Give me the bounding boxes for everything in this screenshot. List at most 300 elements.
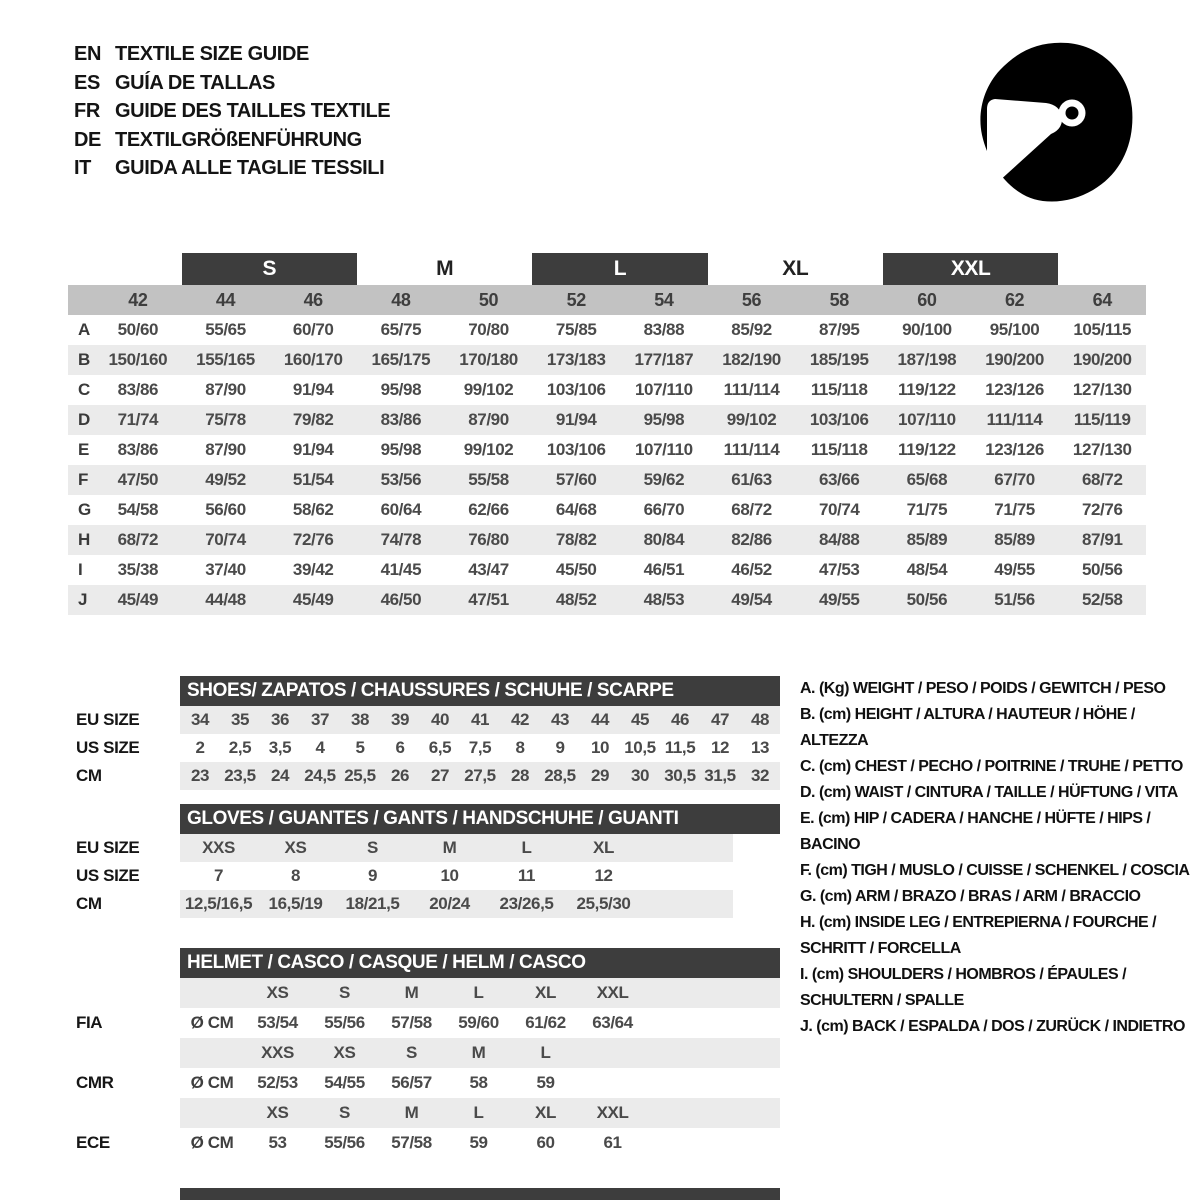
legend-item: G. (cm) ARM / BRAZO / BRAS / ARM / BRACCIO bbox=[800, 888, 1141, 905]
row-label bbox=[68, 1038, 180, 1068]
size-group-s: S bbox=[182, 253, 357, 285]
racing-helmet-icon bbox=[978, 40, 1134, 212]
cell: 119/122 bbox=[898, 440, 956, 459]
cell: 59/60 bbox=[458, 1013, 499, 1032]
cell: 55/58 bbox=[468, 470, 509, 489]
cell: 115/118 bbox=[810, 380, 868, 399]
cell: 59/62 bbox=[643, 470, 685, 489]
cell: 90/100 bbox=[902, 320, 952, 339]
cell: 85/89 bbox=[906, 530, 948, 549]
cell: L bbox=[473, 1103, 484, 1122]
cell: 25,5/30 bbox=[576, 894, 631, 913]
cell: 6,5 bbox=[428, 738, 452, 757]
cell: 58/62 bbox=[292, 500, 334, 519]
cell: 55/65 bbox=[205, 320, 246, 339]
row-label: D bbox=[78, 410, 90, 429]
visor-pivot-inner bbox=[1066, 107, 1079, 120]
cell: 56/57 bbox=[391, 1073, 432, 1092]
language-row bbox=[74, 126, 390, 155]
table-row bbox=[68, 315, 1146, 345]
cell: 76/80 bbox=[468, 530, 509, 549]
cell: 10,5 bbox=[624, 738, 656, 757]
size-column-header: 56 bbox=[741, 290, 762, 310]
cell: 82/86 bbox=[731, 530, 772, 549]
cell: 63/66 bbox=[818, 470, 860, 489]
cell: 25,5 bbox=[344, 766, 376, 785]
corner-spacer bbox=[68, 253, 94, 285]
cell: 46 bbox=[670, 710, 690, 729]
cell: 42 bbox=[510, 710, 530, 729]
cell: 46/50 bbox=[380, 590, 422, 609]
table-row bbox=[68, 834, 780, 862]
cell: L bbox=[540, 1043, 551, 1062]
table-row bbox=[68, 1098, 780, 1128]
language-code: IT bbox=[74, 157, 91, 179]
cell: 12 bbox=[710, 738, 730, 757]
cell: 28 bbox=[510, 766, 530, 785]
cell: 67/70 bbox=[994, 470, 1035, 489]
cell: 51/56 bbox=[994, 590, 1035, 609]
cell: 68/72 bbox=[1081, 470, 1123, 489]
cell: 87/90 bbox=[205, 380, 246, 399]
table-row bbox=[68, 435, 1146, 465]
language-row bbox=[74, 154, 390, 183]
row-label bbox=[68, 978, 180, 1008]
size-column-header: 60 bbox=[917, 290, 937, 310]
language-block bbox=[74, 40, 390, 183]
table-row bbox=[68, 1038, 780, 1068]
cell: XXS bbox=[202, 838, 235, 857]
cell: 72/76 bbox=[292, 530, 334, 549]
cell: 95/98 bbox=[380, 380, 422, 399]
table-row bbox=[68, 465, 1146, 495]
cell: 61/62 bbox=[525, 1013, 566, 1032]
cell: 24 bbox=[270, 766, 290, 785]
cell: 11,5 bbox=[664, 738, 696, 757]
cell: 13 bbox=[750, 738, 770, 757]
cell: 84/88 bbox=[818, 530, 860, 549]
cell: 45/49 bbox=[117, 590, 159, 609]
main-table-body bbox=[68, 315, 1146, 615]
unit-label bbox=[180, 1098, 244, 1128]
header-spacer bbox=[68, 285, 94, 315]
table-row bbox=[68, 555, 1146, 585]
cell: S bbox=[367, 838, 378, 857]
cell: 30,5 bbox=[664, 766, 696, 785]
cell: 60/64 bbox=[380, 500, 422, 519]
table-row bbox=[68, 1128, 780, 1158]
row-strip bbox=[180, 1038, 780, 1068]
cell: 150/160 bbox=[108, 350, 168, 369]
main-size-table bbox=[68, 253, 1146, 615]
cell: 62/66 bbox=[468, 500, 509, 519]
cell: 70/74 bbox=[205, 530, 246, 549]
cell: XXS bbox=[261, 1043, 294, 1062]
cell: 64/68 bbox=[555, 500, 597, 519]
cell: 47 bbox=[710, 710, 730, 729]
row-strip bbox=[180, 1068, 780, 1098]
cell: 57/58 bbox=[391, 1133, 432, 1152]
table-row bbox=[68, 525, 1146, 555]
language-code: FR bbox=[74, 100, 100, 122]
cell: 45/50 bbox=[555, 560, 597, 579]
row-strip bbox=[180, 1128, 780, 1158]
cell: 95/98 bbox=[643, 410, 685, 429]
cell: 40 bbox=[430, 710, 450, 729]
cell: 91/94 bbox=[555, 410, 597, 429]
cell: 111/114 bbox=[723, 380, 780, 399]
row-label: B bbox=[78, 350, 90, 369]
cell: 32 bbox=[750, 766, 770, 785]
cell: 103/106 bbox=[546, 440, 606, 459]
cell: 127/130 bbox=[1072, 440, 1132, 459]
cell: 87/95 bbox=[818, 320, 860, 339]
cell: 119/122 bbox=[898, 380, 956, 399]
table-row bbox=[68, 495, 1146, 525]
cell: L bbox=[521, 838, 532, 857]
cell: 99/102 bbox=[463, 440, 514, 459]
cell: 2,5 bbox=[228, 738, 252, 757]
legend-item: A. (Kg) WEIGHT / PESO / POIDS / GEWITCH / PESO bbox=[800, 680, 1166, 697]
cell: 18/21,5 bbox=[345, 894, 400, 913]
cell: 23/26,5 bbox=[499, 894, 554, 913]
cell: 70/80 bbox=[468, 320, 509, 339]
row-label: FIA bbox=[76, 1013, 103, 1032]
cell: 59 bbox=[536, 1073, 555, 1092]
cell: 123/126 bbox=[985, 380, 1044, 399]
cell: XS bbox=[266, 983, 289, 1002]
cell: 111/114 bbox=[986, 410, 1043, 429]
legend-item: F. (cm) TIGH / MUSLO / CUISSE / SCHENKEL / COSCIA bbox=[800, 862, 1190, 879]
language-code: ES bbox=[74, 71, 100, 94]
cell: 53/56 bbox=[380, 470, 422, 489]
legend-item: E. (cm) HIP / CADERA / HANCHE / HÜFTE / HIPS / BACINO bbox=[800, 810, 1151, 853]
row-strip bbox=[180, 1098, 780, 1128]
shoes-title: SHOES/ ZAPATOS / CHAUSSURES / SCHUHE / SCARPE bbox=[180, 676, 780, 706]
cell: 103/106 bbox=[809, 410, 869, 429]
measurement-legend bbox=[800, 676, 1198, 1040]
cell: 74/78 bbox=[380, 530, 422, 549]
cell: 65/75 bbox=[380, 320, 422, 339]
row-label bbox=[68, 1098, 180, 1128]
cell: 95/100 bbox=[989, 320, 1040, 339]
table-row bbox=[68, 890, 780, 918]
cell: 37/40 bbox=[205, 560, 246, 579]
unit-label bbox=[180, 978, 244, 1008]
cell: 165/175 bbox=[371, 350, 431, 369]
cell: XL bbox=[535, 1103, 556, 1122]
cell: 123/126 bbox=[985, 440, 1044, 459]
cell: 4 bbox=[315, 738, 325, 757]
cell: 44 bbox=[590, 710, 610, 729]
row-label: CM bbox=[76, 766, 102, 785]
row-label: E bbox=[78, 440, 89, 459]
cell: 57/58 bbox=[391, 1013, 432, 1032]
cell: 48/53 bbox=[643, 590, 685, 609]
group-spacer bbox=[1058, 253, 1146, 285]
cell: 85/92 bbox=[731, 320, 772, 339]
cell: S bbox=[406, 1043, 417, 1062]
cell: 10 bbox=[440, 866, 459, 885]
group-spacer bbox=[94, 253, 182, 285]
cell: 71/74 bbox=[117, 410, 159, 429]
language-title: GUÍA DE TALLAS bbox=[115, 71, 275, 94]
row-label: A bbox=[78, 320, 90, 339]
cell: 52/58 bbox=[1081, 590, 1123, 609]
cell: 39 bbox=[390, 710, 410, 729]
cell: 46/51 bbox=[643, 560, 685, 579]
size-column-header: 50 bbox=[478, 290, 499, 310]
cell: 10 bbox=[590, 738, 610, 757]
row-label: H bbox=[78, 530, 90, 549]
size-column-header: 52 bbox=[566, 290, 586, 310]
cell: 107/110 bbox=[898, 410, 956, 429]
cell: 30 bbox=[630, 766, 650, 785]
row-strip bbox=[180, 734, 780, 762]
cell: 56/60 bbox=[205, 500, 246, 519]
cell: XXL bbox=[596, 983, 629, 1002]
cell: S bbox=[339, 1103, 350, 1122]
row-strip bbox=[180, 978, 780, 1008]
main-size-header bbox=[68, 285, 1146, 315]
cell: M bbox=[442, 838, 457, 857]
legend-item: B. (cm) HEIGHT / ALTURA / HAUTEUR / HÖHE / ALTEZZA bbox=[800, 706, 1135, 749]
cell: 160/170 bbox=[283, 350, 343, 369]
cell: 7 bbox=[213, 866, 224, 885]
cell: 70/74 bbox=[818, 500, 860, 519]
cell bbox=[579, 1038, 646, 1068]
cell: 50/56 bbox=[1081, 560, 1123, 579]
cell: XS bbox=[266, 1103, 289, 1122]
row-strip bbox=[180, 762, 780, 790]
cell: 59 bbox=[469, 1133, 488, 1152]
size-column-header: 62 bbox=[1004, 290, 1025, 310]
cell: 39/42 bbox=[292, 560, 334, 579]
cell: 83/86 bbox=[117, 440, 159, 459]
cell: 99/102 bbox=[463, 380, 514, 399]
cell: 9 bbox=[367, 866, 378, 885]
cell: 27 bbox=[430, 766, 450, 785]
cell: 53 bbox=[268, 1133, 287, 1152]
row-label: CMR bbox=[76, 1073, 114, 1092]
cell: 9 bbox=[555, 738, 565, 757]
cell: 43 bbox=[550, 710, 570, 729]
cell: 60/70 bbox=[292, 320, 334, 339]
cell: 26 bbox=[390, 766, 410, 785]
table-row bbox=[68, 978, 780, 1008]
legend-item: D. (cm) WAIST / CINTURA / TAILLE / HÜFTUNG / VITA bbox=[800, 784, 1178, 801]
cell: 41/45 bbox=[380, 560, 422, 579]
language-title: TEXTILGRÖßENFÜHRUNG bbox=[115, 128, 362, 151]
cell: 68/72 bbox=[117, 530, 159, 549]
cell: 91/94 bbox=[292, 380, 334, 399]
cell: 34 bbox=[190, 710, 210, 729]
cell: 50/56 bbox=[906, 590, 948, 609]
cell: 75/78 bbox=[205, 410, 246, 429]
legend-item: I. (cm) SHOULDERS / HOMBROS / ÉPAULES / SCHULTERN / SPALLE bbox=[800, 966, 1127, 1009]
row-label: G bbox=[78, 500, 91, 519]
cell: 91/94 bbox=[292, 440, 334, 459]
table-row bbox=[68, 862, 780, 890]
cell: 127/130 bbox=[1072, 380, 1132, 399]
unit-label bbox=[180, 1038, 244, 1068]
cell: 20/24 bbox=[429, 894, 470, 913]
helmet-title: HELMET / CASCO / CASQUE / HELM / CASCO bbox=[180, 948, 780, 978]
cell: 36 bbox=[270, 710, 290, 729]
cell: M bbox=[404, 1103, 419, 1122]
size-column-header: 58 bbox=[829, 290, 849, 310]
cell: 28,5 bbox=[544, 766, 576, 785]
row-label: EU SIZE bbox=[76, 838, 140, 857]
cell: 53/54 bbox=[257, 1013, 298, 1032]
table-row bbox=[68, 1008, 780, 1038]
cell: 105/115 bbox=[1073, 320, 1132, 339]
cell: 35/38 bbox=[117, 560, 159, 579]
cell: 155/165 bbox=[196, 350, 255, 369]
cell: 87/91 bbox=[1081, 530, 1123, 549]
cell: 55/56 bbox=[324, 1013, 365, 1032]
cell: 23 bbox=[190, 766, 210, 785]
size-column-header: 42 bbox=[128, 290, 148, 310]
cell: M bbox=[404, 983, 419, 1002]
table-row bbox=[68, 734, 780, 762]
cell: 87/90 bbox=[468, 410, 509, 429]
gloves-title: GLOVES / GUANTES / GANTS / HANDSCHUHE / GUANTI bbox=[180, 804, 780, 834]
size-column-header: 54 bbox=[654, 290, 674, 310]
cell: XL bbox=[535, 983, 556, 1002]
cell: 71/75 bbox=[906, 500, 948, 519]
cell: 44/48 bbox=[205, 590, 246, 609]
cell: 111/114 bbox=[723, 440, 780, 459]
cell: 187/198 bbox=[897, 350, 957, 369]
table-row bbox=[68, 375, 1146, 405]
main-size-groups bbox=[68, 253, 1146, 285]
row-label: C bbox=[78, 380, 90, 399]
cell: 57/60 bbox=[555, 470, 597, 489]
cell: 75/85 bbox=[555, 320, 597, 339]
cell: 48/52 bbox=[555, 590, 597, 609]
language-title: GUIDE DES TAILLES TEXTILE bbox=[115, 100, 391, 122]
cell: 78/82 bbox=[555, 530, 597, 549]
cell: 61/63 bbox=[731, 470, 772, 489]
row-label: CM bbox=[76, 894, 102, 913]
size-group-xxl: XXL bbox=[883, 253, 1058, 285]
cell: 43/47 bbox=[468, 560, 509, 579]
row-label: J bbox=[78, 590, 88, 609]
row-label: I bbox=[78, 560, 83, 579]
cell: 51/54 bbox=[292, 470, 334, 489]
row-label: ECE bbox=[76, 1133, 110, 1152]
row-strip bbox=[180, 834, 733, 862]
cell: 83/86 bbox=[380, 410, 422, 429]
table-row bbox=[68, 1068, 780, 1098]
cell bbox=[579, 1068, 646, 1098]
cell: 6 bbox=[395, 738, 405, 757]
cell: 55/56 bbox=[324, 1133, 365, 1152]
cell: 71/75 bbox=[994, 500, 1035, 519]
cell: 48 bbox=[750, 710, 770, 729]
cell: 29 bbox=[590, 766, 610, 785]
cell: 38 bbox=[350, 710, 370, 729]
cell: 79/82 bbox=[292, 410, 334, 429]
cell: 83/88 bbox=[643, 320, 685, 339]
helmet-section bbox=[68, 948, 780, 1158]
cell: 65/68 bbox=[906, 470, 948, 489]
cell: L bbox=[473, 983, 484, 1002]
cell: 54/55 bbox=[324, 1073, 365, 1092]
table-row bbox=[68, 405, 1146, 435]
cell: 182/190 bbox=[722, 350, 781, 369]
size-group-xl: XL bbox=[782, 257, 809, 280]
cell: XXL bbox=[596, 1103, 629, 1122]
cell: 99/102 bbox=[726, 410, 777, 429]
language-title: TEXTILE SIZE GUIDE bbox=[115, 43, 309, 65]
legend-item: C. (cm) CHEST / PECHO / POITRINE / TRUHE / PETTO bbox=[800, 758, 1183, 775]
cell: 115/119 bbox=[1073, 410, 1131, 429]
cell: 83/86 bbox=[117, 380, 159, 399]
cell: 45/49 bbox=[292, 590, 334, 609]
cell: 49/55 bbox=[818, 590, 860, 609]
cell: 37 bbox=[310, 710, 330, 729]
cell: 61 bbox=[603, 1133, 622, 1152]
cell: 80/84 bbox=[643, 530, 685, 549]
cell: 47/50 bbox=[117, 470, 159, 489]
cell: 177/187 bbox=[634, 350, 694, 369]
language-row bbox=[74, 97, 390, 126]
cell: 31,5 bbox=[704, 766, 736, 785]
table-row bbox=[68, 706, 780, 734]
cell: 23,5 bbox=[224, 766, 256, 785]
cell: 60 bbox=[536, 1133, 555, 1152]
size-column-header: 48 bbox=[391, 290, 411, 310]
cell: 50/60 bbox=[117, 320, 159, 339]
cell: XS bbox=[284, 838, 307, 857]
cell: 47/51 bbox=[468, 590, 509, 609]
row-strip bbox=[180, 706, 780, 734]
cell: 3,5 bbox=[268, 738, 292, 757]
cell: 35 bbox=[230, 710, 250, 729]
row-label: F bbox=[78, 470, 88, 489]
cell: 173/183 bbox=[546, 350, 606, 369]
cell: 45 bbox=[630, 710, 650, 729]
cell: M bbox=[471, 1043, 486, 1062]
cell: 52/53 bbox=[257, 1073, 298, 1092]
cell: XL bbox=[593, 838, 614, 857]
language-title: GUIDA ALLE TAGLIE TESSILI bbox=[115, 157, 385, 179]
cell: 107/110 bbox=[635, 380, 693, 399]
cell: 49/55 bbox=[994, 560, 1035, 579]
cell: 95/98 bbox=[380, 440, 422, 459]
cell: 87/90 bbox=[205, 440, 246, 459]
table-row bbox=[68, 345, 1146, 375]
cell: 185/195 bbox=[809, 350, 869, 369]
row-strip bbox=[180, 890, 733, 918]
cell: 24,5 bbox=[304, 766, 336, 785]
cell: 54/58 bbox=[117, 500, 159, 519]
cell: 115/118 bbox=[810, 440, 868, 459]
unit-label: Ø CM bbox=[190, 1073, 234, 1092]
cell: 7,5 bbox=[468, 738, 492, 757]
size-group-m: M bbox=[436, 257, 454, 280]
cell: 58 bbox=[469, 1073, 488, 1092]
language-code: EN bbox=[74, 43, 101, 65]
row-label: EU SIZE bbox=[76, 710, 140, 729]
cell: 12,5/16,5 bbox=[184, 894, 253, 913]
row-label: US SIZE bbox=[76, 866, 140, 885]
cell: 68/72 bbox=[731, 500, 772, 519]
row-label: US SIZE bbox=[76, 738, 140, 757]
cell: 190/200 bbox=[1072, 350, 1132, 369]
